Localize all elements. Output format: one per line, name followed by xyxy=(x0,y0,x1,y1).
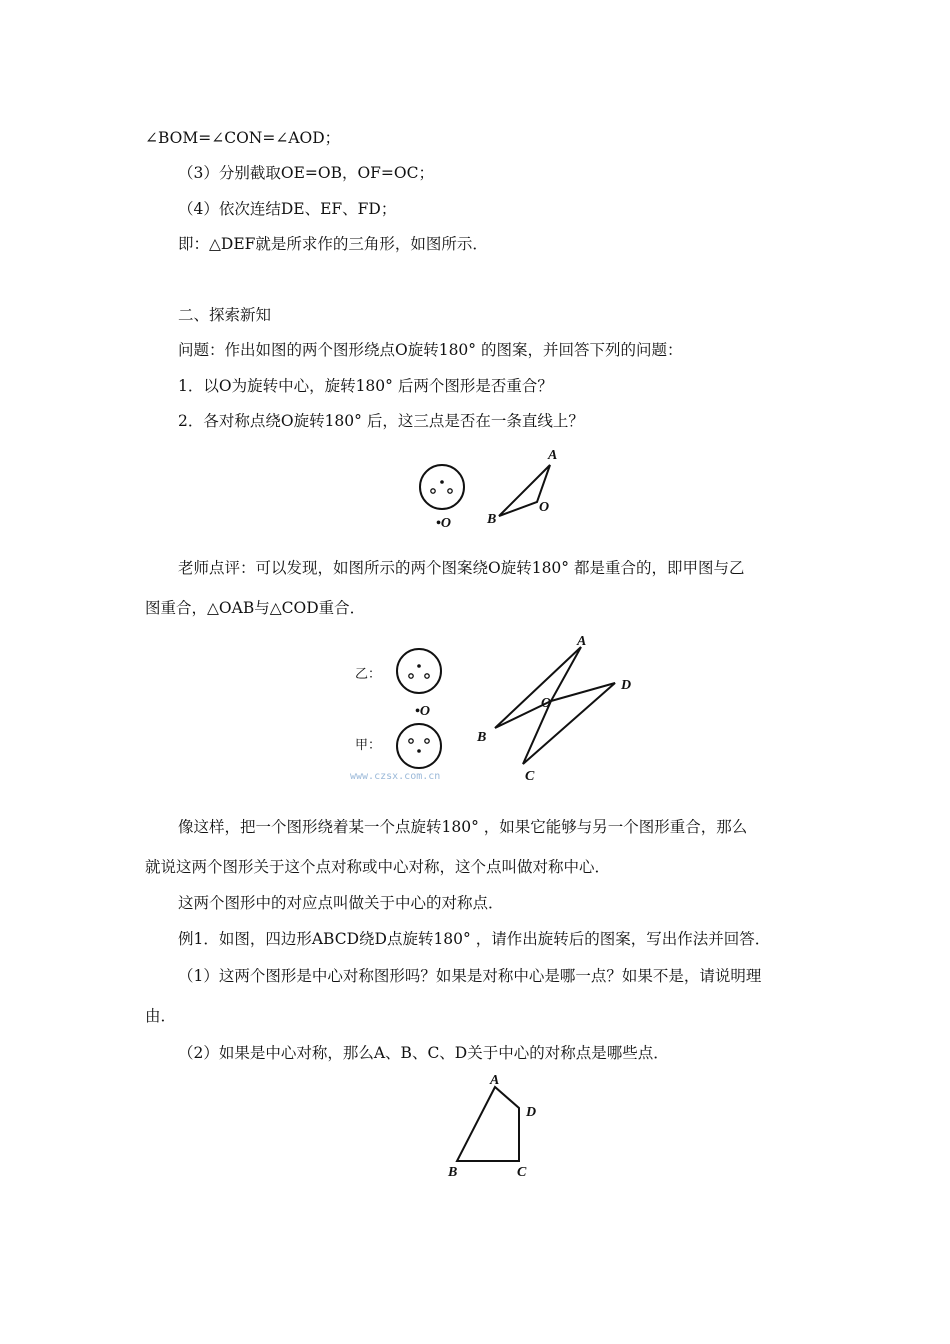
label-a: A xyxy=(490,1073,500,1088)
label-b: B xyxy=(487,512,497,527)
text-line: （4）依次连结DE、EF、FD； xyxy=(178,200,397,218)
label-a: A xyxy=(548,448,558,463)
text-line: 由． xyxy=(145,1007,177,1025)
text-line: 这两个图形中的对应点叫做关于中心的对称点． xyxy=(178,894,504,912)
text-line: 即：△DEF就是所求作的三角形，如图所示． xyxy=(178,235,488,253)
text-line: 1．以O为旋转中心，旋转180° 后两个图形是否重合？ xyxy=(178,377,553,395)
label-jia: 甲： xyxy=(355,738,382,753)
label-b: B xyxy=(477,730,487,745)
figure-2 xyxy=(345,628,645,788)
label-o-vertex: O xyxy=(539,500,550,515)
label-o: •O xyxy=(436,516,452,531)
figure-1 xyxy=(405,445,565,535)
label-b: B xyxy=(448,1165,458,1180)
text-line: （3）分别截取OE=OB，OF=OC； xyxy=(178,164,434,182)
label-d: D xyxy=(526,1105,537,1120)
text-line: 像这样，把一个图形绕着某一个点旋转180° ，如果它能够与另一个图形重合，那么 xyxy=(178,818,748,836)
text-line: ∠BOM=∠CON=∠AOD； xyxy=(145,129,341,147)
watermark: www.czsx.com.cn xyxy=(350,771,441,782)
quadrilateral-abcd xyxy=(457,1087,519,1161)
text-line: 例1．如图，四边形ABCD绕D点旋转180° ，请作出旋转后的图案，写出作法并回答． xyxy=(178,930,771,948)
label-center-o: O xyxy=(541,696,552,711)
triangle-oab xyxy=(495,647,581,728)
label-yi: 乙： xyxy=(355,667,382,682)
text-line: 2．各对称点绕O旋转180° 后，这三点是否在一条直线上？ xyxy=(178,412,584,430)
label-o: •O xyxy=(415,704,431,719)
text-line: （2）如果是中心对称，那么A、B、C、D关于中心的对称点是哪些点． xyxy=(178,1044,669,1062)
label-d: D xyxy=(621,678,632,693)
triangle-cod xyxy=(523,683,615,764)
text-line: 问题：作出如图的两个图形绕点O旋转180° 的图案，并回答下列的问题： xyxy=(178,341,683,359)
text-line: 老师点评：可以发现，如图所示的两个图案绕O旋转180° 都是重合的，即甲图与乙 xyxy=(178,559,745,577)
label-c: C xyxy=(525,769,535,784)
figure-3 xyxy=(440,1070,550,1180)
text-line: 图重合，△OAB与△COD重合． xyxy=(145,599,366,617)
section-heading: 二、探索新知 xyxy=(178,306,272,324)
circle-shape xyxy=(420,465,464,509)
label-a: A xyxy=(577,634,587,649)
circle-yi xyxy=(397,649,441,693)
label-c: C xyxy=(517,1165,527,1180)
circle-jia xyxy=(397,724,441,768)
text-line: （1）这两个图形是中心对称图形吗？如果是对称中心是哪一点？如果不是，请说明理 xyxy=(178,967,762,985)
text-line: 就说这两个图形关于这个点对称或中心对称，这个点叫做对称中心． xyxy=(145,858,611,876)
